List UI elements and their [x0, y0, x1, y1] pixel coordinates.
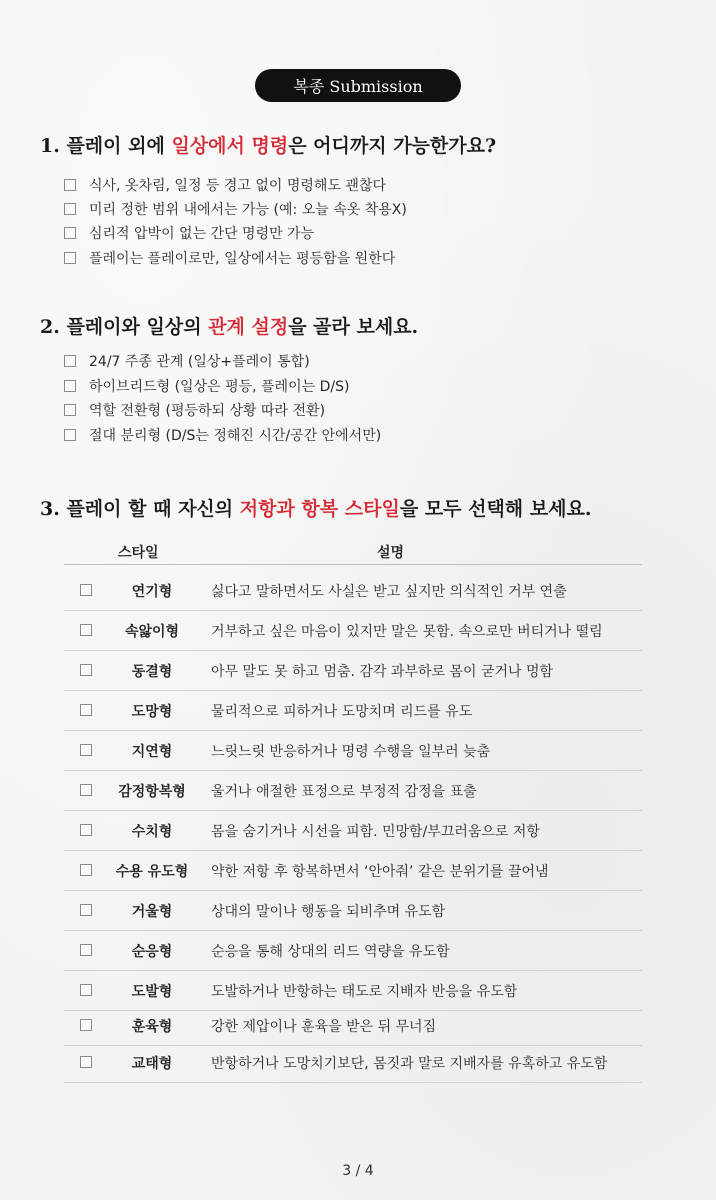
question-3-title [40, 494, 591, 521]
q1-option[interactable] [64, 198, 407, 220]
style-name: 동결형 [131, 664, 173, 680]
question-2-text-post: 을 골라 보세요. [288, 316, 419, 338]
style-name: 순응형 [131, 944, 173, 960]
option-label: 역할 전환형 (평등하되 상황 따라 전환) [89, 403, 326, 419]
table-row[interactable] [64, 810, 642, 851]
style-name: 도망형 [131, 704, 173, 720]
table-row[interactable] [64, 650, 642, 691]
checkbox[interactable] [80, 664, 92, 676]
question-1-title [40, 131, 496, 158]
checkbox[interactable] [80, 1056, 92, 1068]
checkbox[interactable] [64, 179, 76, 191]
checkbox[interactable] [80, 824, 92, 836]
question-2-title [40, 312, 418, 339]
style-description: 물리적으로 피하거나 도망치며 리드를 유도 [211, 704, 473, 720]
option-label: 절대 분리형 (D/S는 정해진 시간/공간 안에서만) [89, 428, 382, 444]
table-row[interactable] [64, 730, 642, 771]
q2-option[interactable] [64, 424, 381, 446]
checkbox[interactable] [80, 944, 92, 956]
column-header-description: 설명 [377, 545, 405, 561]
style-description: 순응을 통해 상대의 리드 역량을 유도함 [211, 944, 450, 960]
style-name: 훈육형 [131, 1019, 173, 1035]
column-header-style: 스타일 [118, 545, 159, 561]
question-2-highlight: 관계 설정 [208, 316, 289, 338]
table-row[interactable] [64, 890, 642, 931]
style-name: 연기형 [131, 584, 173, 600]
q1-option[interactable] [64, 174, 386, 196]
question-1-highlight: 일상에서 명령 [171, 135, 289, 157]
style-description: 느릿느릿 반응하거나 명령 수행을 일부러 늦춤 [211, 744, 491, 760]
style-description: 반항하거나 도망치기보단, 몸짓과 말로 지배자를 유혹하고 유도함 [211, 1056, 608, 1072]
table-row[interactable] [64, 770, 642, 811]
checkbox[interactable] [80, 984, 92, 996]
checkbox[interactable] [64, 203, 76, 215]
style-description: 도발하거나 반항하는 태도로 지배자 반응을 유도함 [211, 984, 518, 1000]
question-3-text-pre: 3. 플레이 할 때 자신의 [40, 498, 240, 520]
checkbox[interactable] [64, 429, 76, 441]
question-1-text-pre: 1. 플레이 외에 [40, 135, 172, 157]
style-description: 상대의 말이나 행동을 되비추며 유도함 [211, 904, 446, 920]
option-label: 심리적 압박이 없는 간단 명령만 가능 [89, 226, 315, 242]
checkbox[interactable] [80, 784, 92, 796]
q1-option[interactable] [64, 222, 314, 244]
table-row[interactable] [64, 1042, 642, 1083]
checkbox[interactable] [80, 904, 92, 916]
table-row[interactable] [64, 610, 642, 651]
q2-option[interactable] [64, 350, 310, 372]
style-name: 수용 유도형 [115, 864, 189, 880]
checkbox[interactable] [80, 744, 92, 756]
checkbox[interactable] [80, 584, 92, 596]
checkbox[interactable] [80, 704, 92, 716]
page-indicator: 3 / 4 [342, 1163, 374, 1179]
style-name: 교태형 [131, 1056, 173, 1072]
style-name: 속앓이형 [124, 624, 180, 640]
option-label: 하이브리드형 (일상은 평등, 플레이는 D/S) [89, 379, 350, 395]
checkbox[interactable] [64, 380, 76, 392]
table-row[interactable] [64, 850, 642, 891]
checkbox[interactable] [64, 355, 76, 367]
option-label: 24/7 주종 관계 (일상+플레이 통합) [89, 354, 310, 370]
question-3-highlight: 저항과 항복 스타일 [239, 498, 400, 520]
q1-option[interactable] [64, 247, 395, 269]
q2-option[interactable] [64, 399, 325, 421]
style-description: 몸을 숨기거나 시선을 피함. 민망함/부끄러움으로 저항 [211, 824, 540, 840]
style-description: 거부하고 싶은 마음이 있지만 말은 못함. 속으로만 버티거나 떨림 [211, 624, 603, 640]
checkbox[interactable] [64, 404, 76, 416]
style-name: 지연형 [131, 744, 173, 760]
option-label: 플레이는 플레이로만, 일상에서는 평등함을 원한다 [89, 251, 396, 267]
style-description: 강한 제압이나 훈육을 받은 뒤 무너짐 [211, 1019, 437, 1035]
table-row[interactable] [64, 570, 642, 611]
question-1-text-post: 은 어디까지 가능한가요? [288, 135, 497, 157]
section-badge: 복종 Submission [255, 69, 461, 102]
question-3-text-post: 을 모두 선택해 보세요. [399, 498, 592, 520]
checkbox[interactable] [80, 864, 92, 876]
style-description: 아무 말도 못 하고 멈춤. 감각 과부하로 몸이 굳거나 멍함 [211, 664, 554, 680]
table-row[interactable] [64, 930, 642, 971]
table-row[interactable] [64, 690, 642, 731]
style-description: 약한 저항 후 항복하면서 ‘안아줘’ 같은 분위기를 끌어냄 [211, 864, 549, 880]
style-name: 도발형 [131, 984, 173, 1000]
style-name: 거울형 [131, 904, 173, 920]
question-2-text-pre: 2. 플레이와 일상의 [40, 316, 209, 338]
checkbox[interactable] [80, 1019, 92, 1031]
option-label: 식사, 옷차림, 일정 등 경고 없이 명령해도 괜찮다 [89, 178, 387, 194]
checkbox[interactable] [64, 252, 76, 264]
style-description: 싫다고 말하면서도 사실은 받고 싶지만 의식적인 거부 연출 [211, 584, 567, 600]
checkbox[interactable] [64, 227, 76, 239]
option-label: 미리 정한 범위 내에서는 가능 (예: 오늘 속옷 착용X) [89, 202, 407, 218]
style-table-header [64, 536, 642, 565]
style-name: 수치형 [131, 824, 173, 840]
q2-option[interactable] [64, 375, 349, 397]
checkbox[interactable] [80, 624, 92, 636]
style-name: 감정항복형 [118, 784, 186, 800]
table-row[interactable] [64, 1005, 642, 1046]
style-description: 울거나 애절한 표정으로 부정적 감정을 표출 [211, 784, 477, 800]
